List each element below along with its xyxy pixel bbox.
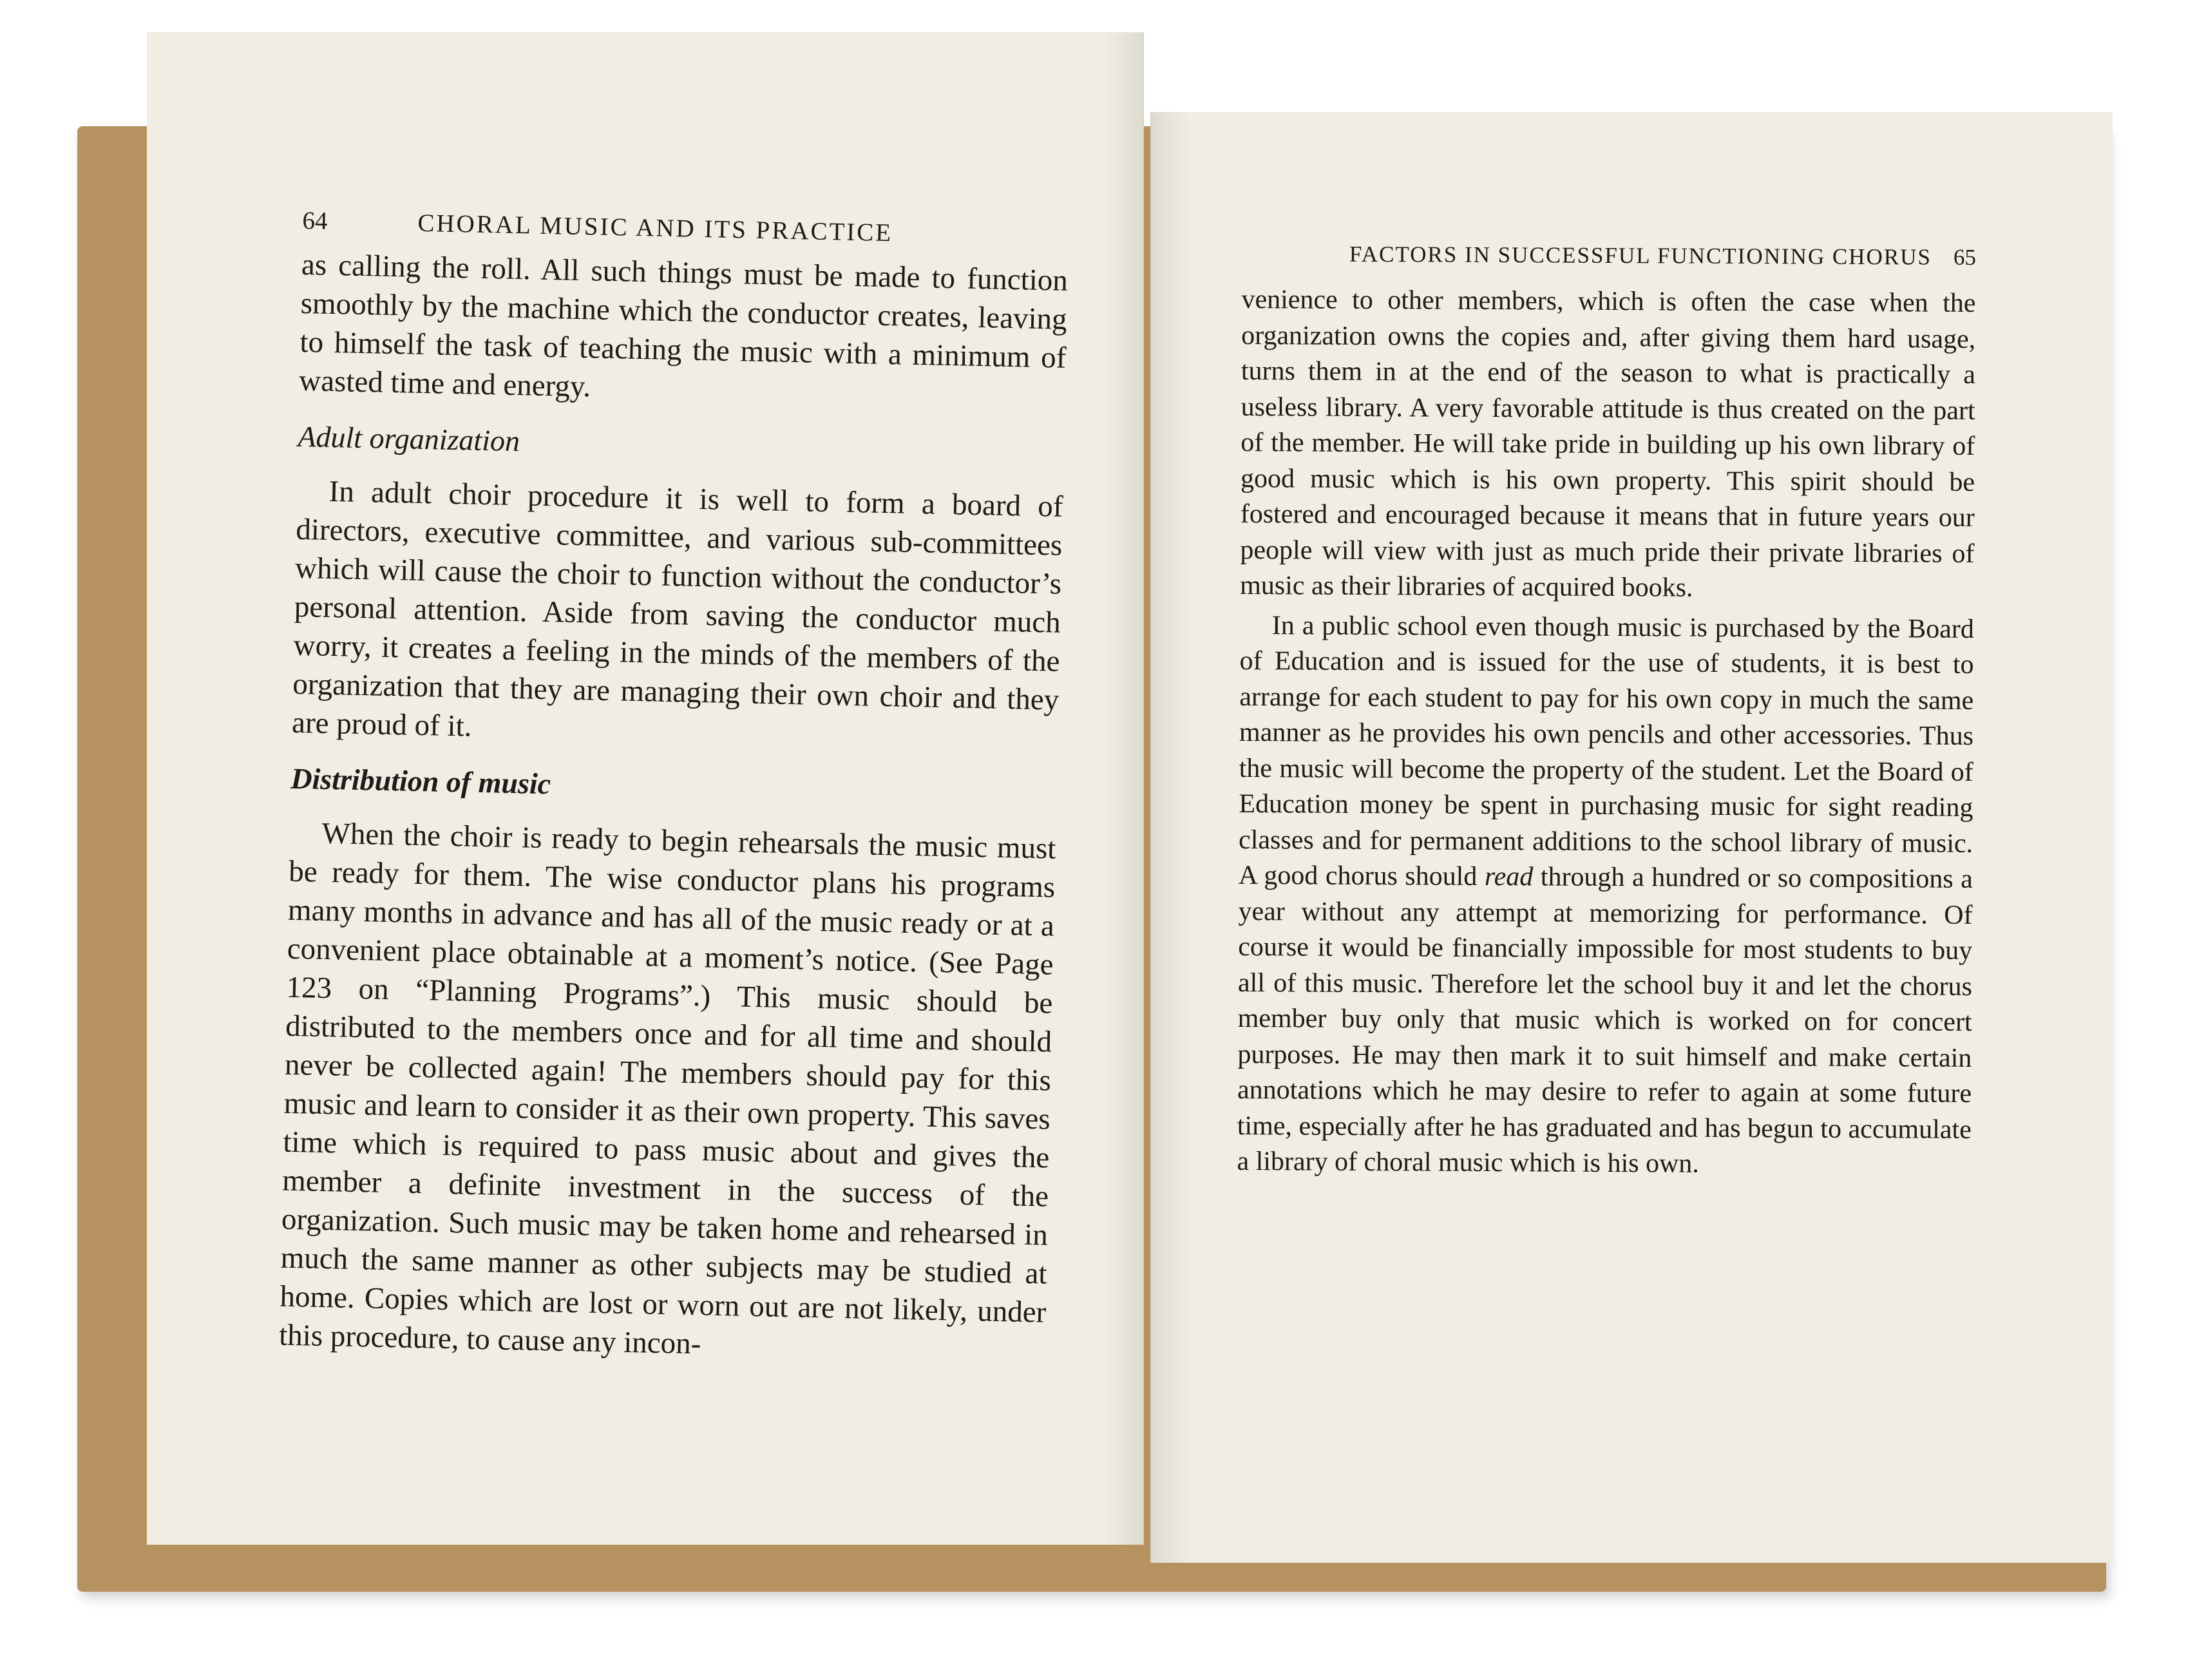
right-paragraph-2-end: through a hundred or so compositions a year without any attempt at memorizing for performance. Of course it would be financially impossible for most students to buy all of this music. Therefore let the school buy it and let the chorus member buy only that music which is worked on for concert purposes. He may then mark it to suit himself and make certain annotations which he may desire to refer to again at some future time, especially after he has graduated and has begun to accumulate a library of choral music which is his own. <box>1237 862 1973 1179</box>
left-paragraph-2: In adult choir procedure it is well to form a board of directors, executive committee, and various sub-committees which will cause the choir to function without the conductor’s personal attention. Aside from saving the conductor much worry, it creates a feeling in the minds of the members of the organization that they are managing their own choir and they are proud of it. <box>291 474 1064 743</box>
left-running-head <box>302 206 1069 251</box>
emphasis-read: read <box>1484 861 1534 892</box>
right-page-text <box>1237 241 1976 1183</box>
right-gutter-shade <box>1152 112 1190 1563</box>
right-paragraph-2 <box>1237 607 1974 1183</box>
right-page-number: 65 <box>1953 244 1976 270</box>
left-page-number: 64 <box>302 206 328 235</box>
left-running-title: CHORAL MUSIC AND ITS PRACTICE <box>417 209 893 247</box>
right-paragraph-1: venience to other members, which is often the case when the organization owns the copies and, after giving them hard usage, turns them in at the end of the season to what is practically a useless library. A very favorable attitude is thus created on the part of the member. He will take pride in building up his own library of good music which is his own property. This spirit should be fostered and encouraged because it means that in future years our people will view with just as much pride their private libraries of music as their libraries of acquired books. <box>1240 284 1976 603</box>
right-running-title: FACTORS IN SUCCESSFUL FUNCTIONING CHORUS <box>1349 241 1932 270</box>
left-paragraph-3: When the choir is ready to begin rehearsals the music must be ready for them. The wise conductor plans his programs many months in advance and has all of the music ready or at a convenient place obtainable at a moment’s notice. (See Page 123 on “Planning Programs”.) This music should be distributed to the members once and for all time and should never be collected again! The members should pay for this music and learn to consider it as their own property. This saves time which is required to pass music about and gives the member a definite investment in the success of the organization. Such music may be taken home and rehearsed in much the same manner as other subjects may be studied at home. Copies which are lost or worn out are not likely, under this procedure, to cause any incon- <box>278 816 1056 1361</box>
right-page <box>1150 112 2113 1563</box>
left-gutter-shade <box>1104 32 1143 1545</box>
right-running-head <box>1242 241 1976 271</box>
section-heading-adult-organization: Adult organization <box>297 419 520 458</box>
left-page <box>147 32 1144 1545</box>
left-paragraph-1: as calling the roll. All such things must be made to function smoothly by the machine which the conductor creates, leaving to himself the task of teaching the music with a minimum of wasted time and energy. <box>298 247 1069 404</box>
left-page-text <box>279 206 1069 1371</box>
section-heading-distribution-of-music: Distribution of music <box>290 761 551 801</box>
right-paragraph-2-start: In a public school even though music is purchased by the Board of Education and is issued for the use of students, it is best to arrange for each student to pay for his own copy in much the same manner as he provides his own pencils and other accessories. Thus the music will become the property of the student. Let the Board of Education money be spent in purchasing music for sight reading classes and for permanent additions to the school library of music. A good chorus should <box>1238 610 1974 892</box>
